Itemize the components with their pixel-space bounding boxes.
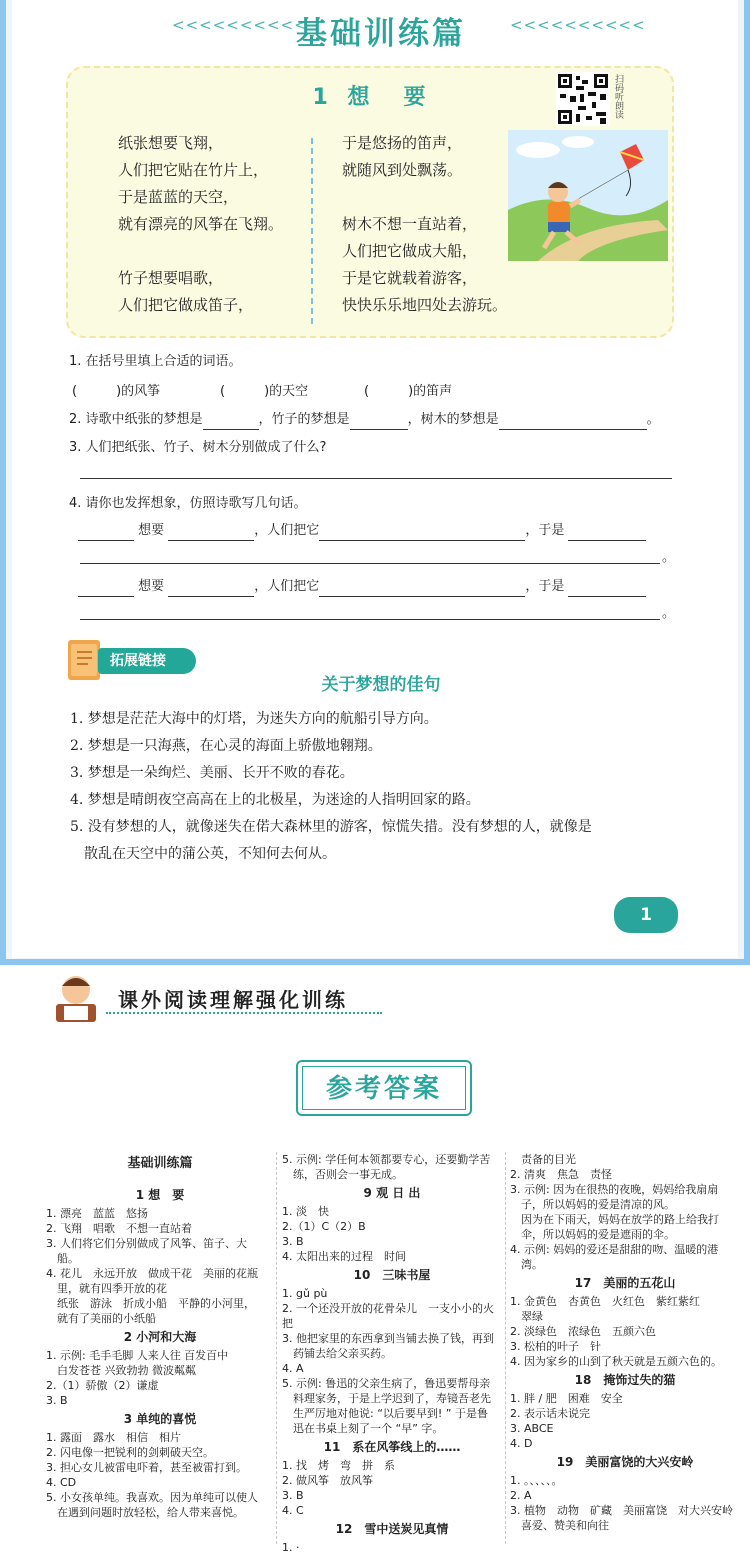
question-4-row-2 bbox=[78, 577, 698, 597]
q4-end: 。 bbox=[662, 606, 676, 621]
answer-line: 2. 表示话未说完 bbox=[510, 1407, 590, 1420]
extension-label: 拓展链接 bbox=[98, 648, 196, 674]
answer-line[interactable] bbox=[80, 619, 660, 620]
answer-line: 就有了美丽的小纸船 bbox=[46, 1312, 156, 1325]
answers-column-2 bbox=[282, 1152, 502, 1555]
column-divider bbox=[311, 138, 313, 324]
answer-heading: 2 小河和大海 bbox=[123, 1330, 197, 1344]
answer-heading: 9 观 日 出 bbox=[363, 1186, 421, 1200]
answer-line: 子，所以妈妈的爱是清凉的风。 bbox=[510, 1198, 675, 1211]
reading-boy-icon bbox=[46, 968, 110, 1028]
answer-line[interactable] bbox=[80, 563, 660, 564]
answer-line: 1. 胖 / 肥 困难 安全 bbox=[510, 1392, 623, 1405]
qr-code-graphic bbox=[556, 72, 610, 126]
answer-line: 2. 清爽 焦急 责怪 bbox=[510, 1168, 612, 1181]
q4-then: ，于是 bbox=[525, 523, 565, 538]
qr-code[interactable] bbox=[556, 72, 610, 126]
right-arrows: <<<<<<<<<< bbox=[510, 16, 646, 34]
answer-line: 责备的目光 bbox=[510, 1153, 576, 1166]
quote-item: 3. 梦想是一朵绚烂、美丽、长开不败的春花。 bbox=[70, 765, 354, 781]
answer-heading: 18 掩饰过失的猫 bbox=[574, 1373, 676, 1387]
page-two-header bbox=[0, 968, 750, 1028]
answer-line: 4. A bbox=[282, 1362, 304, 1375]
answer-line: 5. 示例: 鲁迅的父亲生病了，鲁迅要帮母亲 bbox=[282, 1377, 491, 1390]
answer-line: 在遇到问题时放轻松，给人带来喜悦。 bbox=[46, 1506, 244, 1519]
answer-line: 翠绿 bbox=[510, 1310, 543, 1323]
answer-line: 4. 示例: 妈妈的爱还是甜甜的吻、温暖的港 bbox=[510, 1243, 719, 1256]
poem-line: 竹子想要唱歌， bbox=[118, 269, 224, 287]
answer-line: 1. 淡 快 bbox=[282, 1205, 329, 1218]
answer-line: 3. 担心女儿被雷电吓着，甚至被雷打到。 bbox=[46, 1461, 247, 1474]
q4-want: 想要 bbox=[138, 523, 165, 538]
question-4: 4. 请你也发挥想象，仿照诗歌写几句话。 bbox=[69, 496, 307, 511]
answer-heading: 1 想 要 bbox=[135, 1188, 185, 1202]
answer-line: 湾。 bbox=[510, 1258, 543, 1271]
poem-line: 于是悠扬的笛声， bbox=[342, 134, 463, 152]
answer-line: 3. 他把家里的东西拿到当铺去换了钱，再到 bbox=[282, 1332, 494, 1345]
answer-line: 2.（1）骄傲（2）谦虚 bbox=[46, 1379, 159, 1392]
kite-illustration bbox=[508, 130, 668, 261]
blank-item[interactable]: ( )的天空 bbox=[220, 384, 309, 399]
blank-item[interactable]: ( )的风筝 bbox=[72, 384, 161, 399]
answers-column-3 bbox=[510, 1152, 740, 1533]
answer-blank[interactable] bbox=[350, 416, 408, 430]
answer-blank[interactable] bbox=[168, 527, 254, 541]
column-divider bbox=[505, 1152, 506, 1544]
answer-line: 迅在书桌上刻了一个 “早” 字。 bbox=[282, 1422, 444, 1435]
page-number: 1 bbox=[614, 897, 678, 933]
answer-line: 1. · bbox=[282, 1541, 300, 1554]
answer-blank[interactable] bbox=[568, 583, 646, 597]
answer-line: 4. CD bbox=[46, 1476, 77, 1489]
poem-box bbox=[66, 66, 674, 338]
poem-line: 就随风到处飘荡。 bbox=[342, 161, 463, 179]
answer-heading: 3 单纯的喜悦 bbox=[123, 1412, 197, 1426]
section-header bbox=[12, 0, 750, 60]
q4-want: 想要 bbox=[138, 579, 165, 594]
quote-item: 1. 梦想是茫茫大海中的灯塔，为迷失方向的航船引导方向。 bbox=[70, 711, 438, 727]
answers-title-box bbox=[296, 1060, 472, 1116]
quote-item: 2. 梦想是一只海燕，在心灵的海面上骄傲地翱翔。 bbox=[70, 738, 382, 754]
answer-line: 5. 示例: 学任何本领都要专心，还要勤学苦 bbox=[282, 1153, 491, 1166]
answer-line: 2. 做风筝 放风筝 bbox=[282, 1474, 373, 1487]
poem-line bbox=[118, 238, 283, 265]
answer-blank[interactable] bbox=[568, 527, 646, 541]
answer-line: 2. 淡绿色 浓绿色 五颜六色 bbox=[510, 1325, 656, 1338]
answer-line: 2. 闪电像一把锐利的剑刺破天空。 bbox=[46, 1446, 214, 1459]
answer-line: 伞，所以妈妈的爱是遮雨的伞。 bbox=[510, 1228, 675, 1241]
poem-line: 快快乐乐地四处去游玩。 bbox=[342, 296, 508, 314]
poem-line: 于是蓝蓝的天空， bbox=[118, 188, 239, 206]
title-underline bbox=[106, 1012, 382, 1014]
answers-column-1 bbox=[46, 1152, 274, 1520]
answer-heading: 19 美丽富饶的大兴安岭 bbox=[556, 1455, 694, 1469]
answer-line: 2. 一个还没开放的花骨朵儿 一支小小的火把 bbox=[282, 1302, 494, 1330]
poem-line: 于是它就载着游客， bbox=[342, 269, 478, 287]
answer-line: 3. B bbox=[282, 1235, 304, 1248]
answer-line[interactable] bbox=[80, 478, 672, 479]
q4-people: ，人们把它 bbox=[254, 579, 320, 594]
q4-then: ，于是 bbox=[525, 579, 565, 594]
answer-line: 生严厉地对他说: “以后要早到! ” 于是鲁 bbox=[282, 1407, 489, 1420]
answer-blank[interactable] bbox=[78, 583, 134, 597]
answer-line: 因为在下雨天，妈妈在放学的路上给我打 bbox=[510, 1213, 719, 1226]
page-one-inner bbox=[12, 0, 738, 958]
answer-heading: 10 三味书屋 bbox=[353, 1268, 431, 1282]
answer-line: 2. A bbox=[510, 1489, 532, 1502]
answer-blank[interactable] bbox=[319, 583, 525, 597]
q4-end: 。 bbox=[662, 550, 676, 565]
answer-heading: 11 系在风筝线上的…… bbox=[323, 1440, 461, 1454]
poem-line: 纸张想要飞翔， bbox=[118, 134, 224, 152]
question-1: 1. 在括号里填上合适的词语。 bbox=[69, 354, 242, 369]
answer-line: 1. 漂亮 蓝蓝 悠扬 bbox=[46, 1207, 148, 1220]
answer-line: 3. ABCE bbox=[510, 1422, 554, 1435]
q4-people: ，人们把它 bbox=[254, 523, 320, 538]
q2-text-a: 2. 诗歌中纸张的梦想是 bbox=[69, 412, 203, 427]
answer-line: 3. 松柏的叶子 针 bbox=[510, 1340, 601, 1353]
answer-line: 4. 花儿 永远开放 做成干花 美丽的花瓶 bbox=[46, 1267, 258, 1280]
answers-title: 参考答案 bbox=[302, 1066, 466, 1110]
answer-line: 1. 金黄色 杏黄色 火红色 紫红紫红 bbox=[510, 1295, 700, 1308]
answer-blank[interactable] bbox=[499, 416, 647, 430]
answer-line: 船。 bbox=[46, 1252, 79, 1265]
quote-item: 散乱在天空中的蒲公英，不知何去何从。 bbox=[70, 846, 336, 862]
answers-section-title: 基础训练篇 bbox=[127, 1156, 193, 1171]
quote-list bbox=[70, 706, 680, 868]
answer-line: 里，就有四季开放的花 bbox=[46, 1282, 167, 1295]
poem-line: 人们把它贴在竹片上， bbox=[118, 161, 269, 179]
answer-blank[interactable] bbox=[203, 416, 259, 430]
answer-line: 料理家务，于是上学迟到了，寿镜吾老先 bbox=[282, 1392, 491, 1405]
poem-line: 树木不想一直站着， bbox=[342, 215, 478, 233]
q2-text-c: ，树木的梦想是 bbox=[407, 412, 499, 427]
answer-line: 3. B bbox=[282, 1489, 304, 1502]
left-arrows: <<<<<<<<<< bbox=[172, 16, 308, 34]
answer-line: 4. C bbox=[282, 1504, 304, 1517]
answer-line: 2.（1）C（2）B bbox=[282, 1220, 366, 1233]
answer-line: 1. 找 烤 弯 拼 系 bbox=[282, 1459, 395, 1472]
answer-line: 练，否则会一事无成。 bbox=[282, 1168, 403, 1181]
q2-text-b: ，竹子的梦想是 bbox=[258, 412, 350, 427]
answer-line: 喜爱、赞美和向往 bbox=[510, 1519, 609, 1532]
answer-line: 1. 示例: 毛手毛脚 人来人往 百发百中 bbox=[46, 1349, 229, 1362]
page-two-title: 课外阅读理解强化训练 bbox=[118, 988, 348, 1012]
extension-subtitle: 关于梦想的佳句 bbox=[321, 675, 441, 695]
section-title: 基础训练篇 bbox=[296, 16, 466, 52]
answer-heading: 12 雪中送炭见真情 bbox=[335, 1522, 449, 1536]
answer-line: 5. 小女孩单纯。我喜欢。因为单纯可以使人 bbox=[46, 1491, 258, 1504]
answer-line: 1. 。、、、、。 bbox=[510, 1474, 563, 1487]
q2-end: 。 bbox=[646, 412, 660, 427]
poem-line: 人们把它做成大船， bbox=[342, 242, 478, 260]
answer-line: 3. 人们将它们分别做成了风筝、笛子、大 bbox=[46, 1237, 247, 1250]
answer-line: 1. gǔ pù bbox=[282, 1287, 328, 1300]
answer-line: 3. B bbox=[46, 1394, 68, 1407]
quote-item: 4. 梦想是晴朗夜空高高在上的北极星，为迷途的人指明回家的路。 bbox=[70, 792, 480, 808]
answer-blank[interactable] bbox=[168, 583, 254, 597]
poem-column-left bbox=[118, 130, 283, 319]
answer-line: 3. 示例: 因为在很热的夜晚，妈妈给我扇扇 bbox=[510, 1183, 719, 1196]
answer-line: 4. 太阳出来的过程 时间 bbox=[282, 1250, 406, 1263]
answer-line: 3. 植物 动物 矿藏 美丽富饶 对大兴安岭 bbox=[510, 1504, 733, 1517]
answer-blank[interactable] bbox=[78, 527, 134, 541]
poem-line: 人们把它做成笛子， bbox=[118, 296, 254, 314]
poem-line bbox=[342, 184, 507, 211]
column-divider bbox=[276, 1152, 277, 1544]
poem-column-right bbox=[342, 130, 507, 319]
answer-line: 纸张 游泳 折成小船 平静的小河里， bbox=[46, 1297, 255, 1310]
answer-line: 4. 因为家乡的山到了秋天就是五颜六色的。 bbox=[510, 1355, 722, 1368]
kite-boy-drawing bbox=[508, 130, 668, 261]
poem-line: 就有漂亮的风筝在飞翔。 bbox=[118, 215, 284, 233]
answer-heading: 17 美丽的五花山 bbox=[574, 1276, 676, 1290]
answer-line: 4. D bbox=[510, 1437, 533, 1450]
question-4-row-1 bbox=[78, 521, 698, 541]
quote-item: 5. 没有梦想的人，就像迷失在偌大森林里的游客，惊慌失措。没有梦想的人，就像是 bbox=[70, 819, 592, 835]
answer-line: 2. 飞翔 唱歌 不想一直站着 bbox=[46, 1222, 192, 1235]
answer-line: 1. 露面 露水 相信 相片 bbox=[46, 1431, 181, 1444]
answer-line: 白发苍苍 兴致勃勃 微波粼粼 bbox=[46, 1364, 196, 1377]
blank-item[interactable]: ( )的笛声 bbox=[364, 384, 453, 399]
question-3: 3. 人们把纸张、竹子、树木分别做成了什么? bbox=[69, 440, 327, 455]
qr-label: 扫码听朗读 bbox=[613, 74, 623, 119]
poem-title: 1 想 要 bbox=[312, 85, 432, 110]
question-2 bbox=[69, 410, 689, 430]
answer-blank[interactable] bbox=[319, 527, 525, 541]
question-1-items bbox=[72, 382, 692, 402]
answer-line: 药铺去给父亲买药。 bbox=[282, 1347, 392, 1360]
